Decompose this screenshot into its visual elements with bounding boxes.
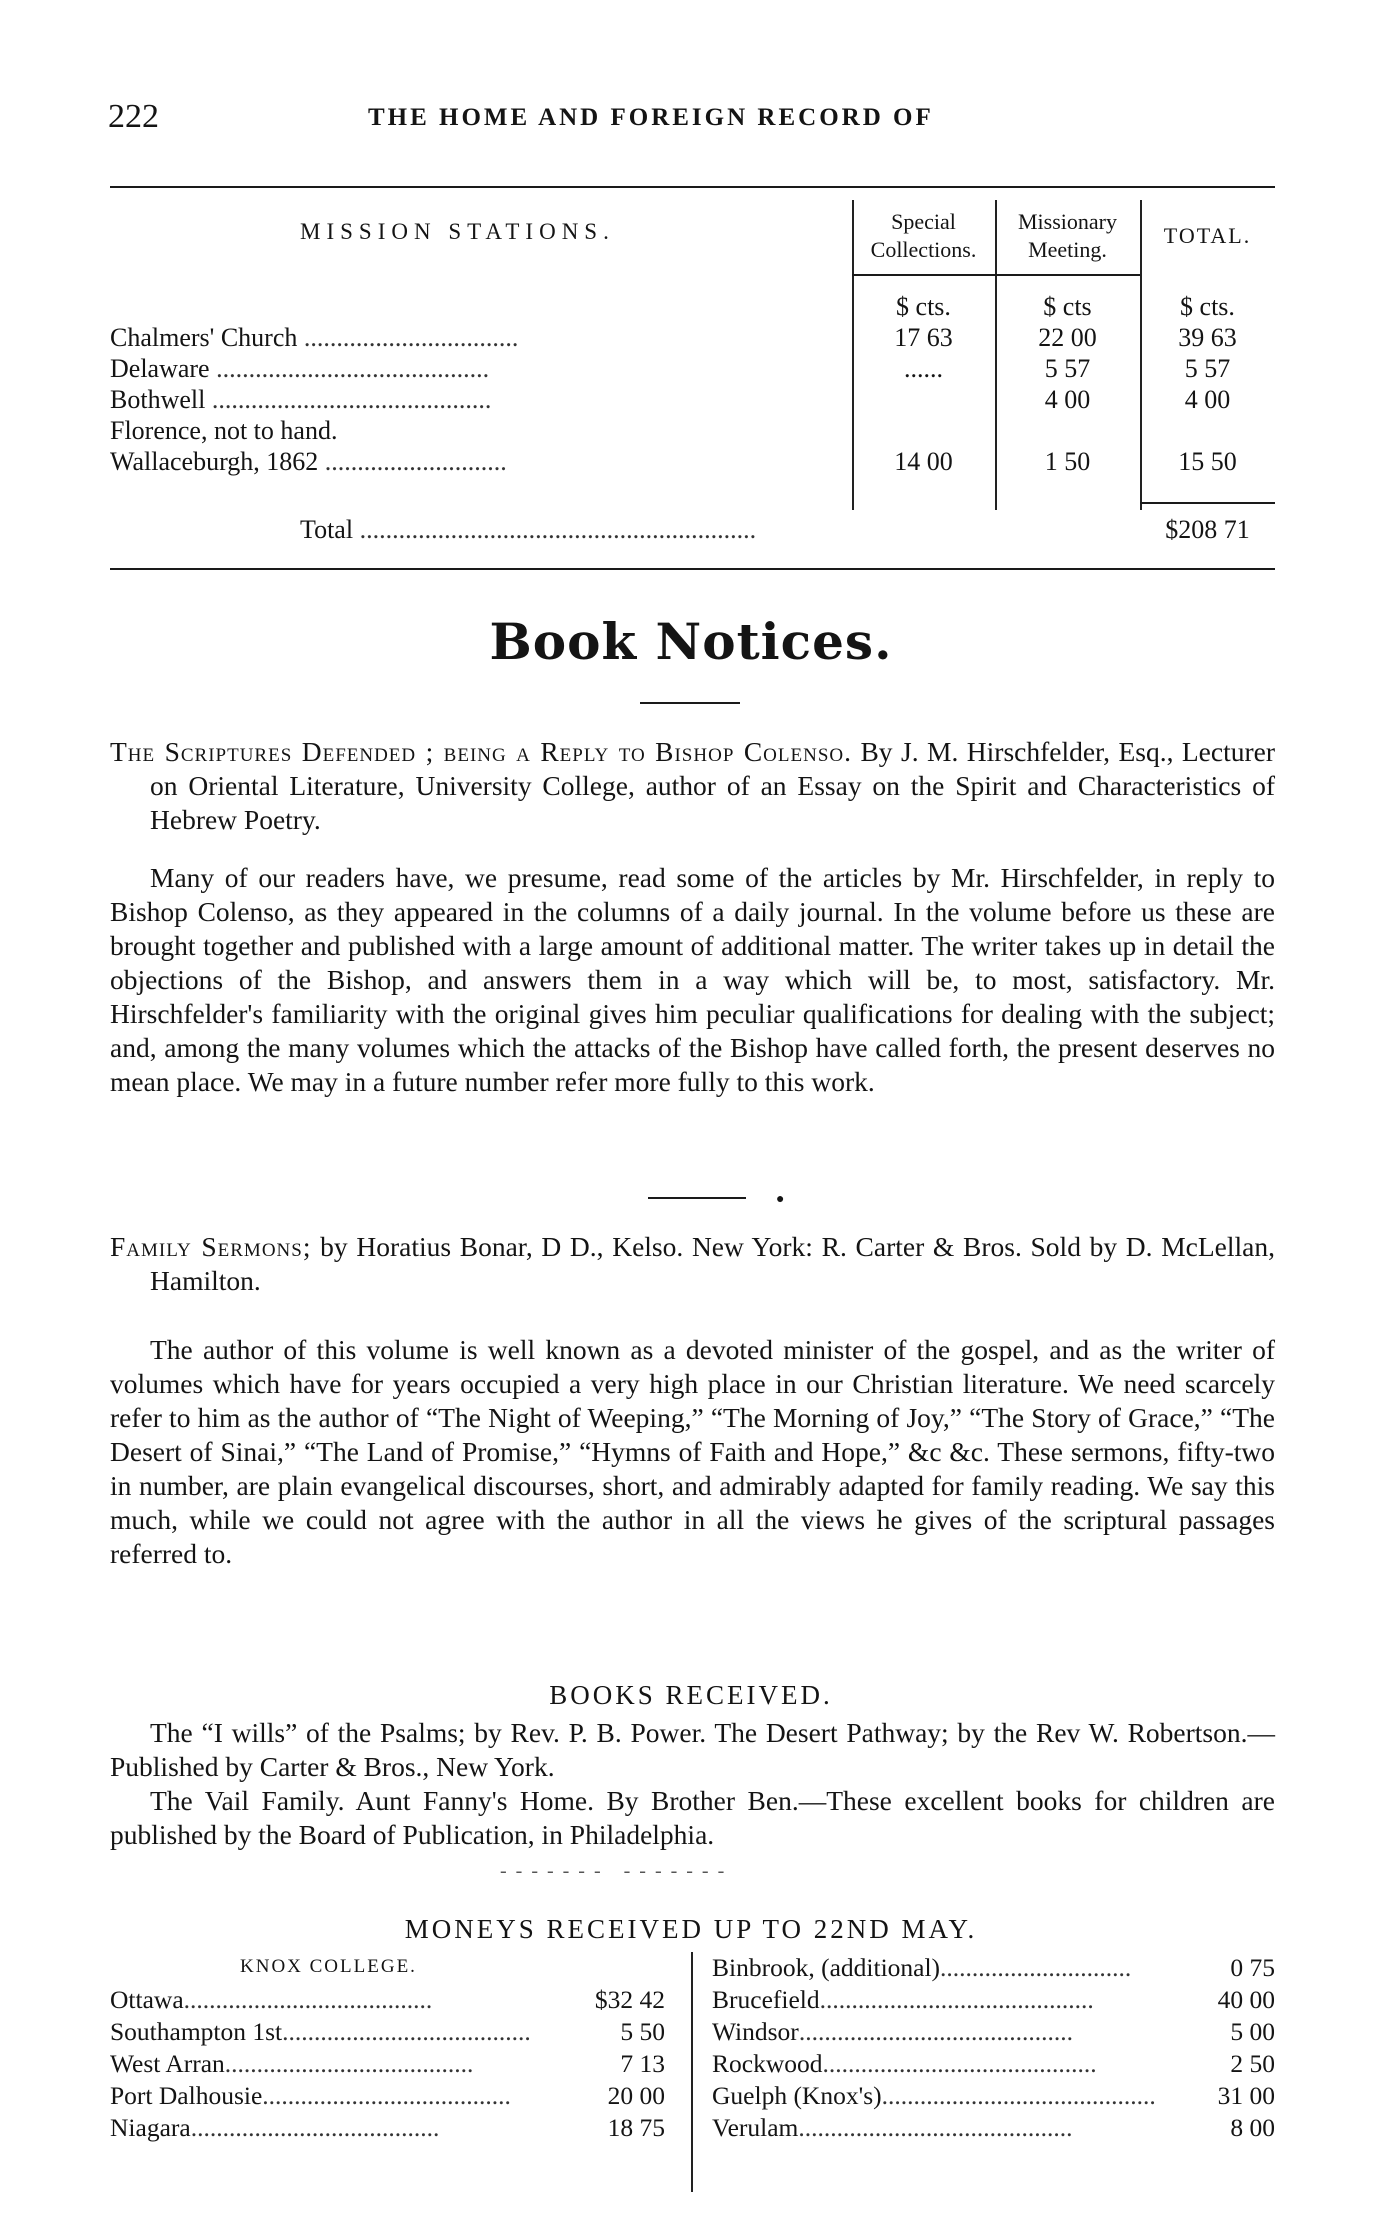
list-item: Binbrook, (additional) .............................. 0 75 [712,1953,1275,1982]
payer-name: Southampton 1st [110,2017,283,2046]
cell-total: 39 63 [1178,323,1237,352]
list-item: Brucefield ........................................... 40 00 [712,1985,1275,2014]
unit-meeting: $ cts [1043,292,1092,321]
amount: 2 50 [1230,2049,1275,2078]
cell-special: ...... [904,354,943,383]
amount: 5 00 [1230,2017,1275,2046]
station-name: Chalmers' Church [110,323,298,352]
moneys-heading: MONEYS RECEIVED UP TO 22ND MAY. [404,1914,978,1944]
books-received-line2: The Vail Family. Aunt Fanny's Home. By Brother Ben.—These excellent books for children are published by the Board of Publication, in Philadelphia. [110,1785,1275,1850]
col-header-meeting-line1: Missionary [1018,209,1117,234]
notice-1-title: The Scriptures Defended ; being a Reply to Bishop Colenso. [110,736,852,767]
amount: 8 00 [1230,2113,1275,2142]
moneys-left-column [110,1984,665,2144]
notice-1-byline: By J. M. Hirschfelder, Esq., Lecturer on Oriental Literature, University College, author of an Essay on the Spirit and Characteristics of Hebrew Poetry. [150,736,1276,835]
unit-special: $ cts. [896,292,951,321]
cell-meeting: 4 00 [1044,385,1091,414]
list-item: Port Dalhousie ....................................... 20 00 [110,2081,665,2110]
amount: 7 13 [620,2049,665,2078]
notice-2-byline: by Horatius Bonar, D D., Kelso. New York: R. Carter & Bros. Sold by D. McLellan, Hamilton. [150,1231,1275,1296]
payer-name: Brucefield [712,1985,820,2014]
moneys-right-column [712,1952,1275,2144]
table-bottom-rule [110,568,1275,570]
col-header-special [852,208,995,264]
list-item: Verulam ........................................... 8 00 [712,2113,1275,2142]
table-top-rule [110,186,1275,188]
col-header-special-line1: Special [891,209,956,234]
section-title: Book Notices. [489,612,893,671]
running-title: THE HOME AND FOREIGN RECORD OF [368,104,934,131]
list-item: Niagara ....................................... 18 75 [110,2113,665,2142]
col-header-special-line2: Collections. [870,237,977,262]
col-header-meeting [995,208,1140,264]
list-item: Windsor ........................................... 5 00 [712,2017,1275,2046]
title-rule [640,702,740,704]
list-item: Rockwood ........................................... 2 50 [712,2049,1275,2078]
moneys-col-divider [691,1952,693,2192]
notice-2-title: Family Sermons; [110,1231,312,1262]
table-row: Wallaceburgh, 1862 ............................ [110,447,507,476]
amount: 0 75 [1230,1953,1275,1982]
cell-meeting: 22 00 [1038,323,1097,352]
cell-total: 4 00 [1184,385,1231,414]
total-row: Total ............................................................. [300,515,757,544]
amount: 20 00 [607,2081,665,2110]
total-overline [1140,502,1275,504]
amount: 40 00 [1217,1985,1275,2014]
payer-name: West Arran [110,2049,225,2078]
amount: 5 50 [620,2017,665,2046]
table-row: Chalmers' Church ................................. [110,323,519,352]
divider-mark: ● [776,1192,785,1207]
payer-name: Niagara [110,2113,191,2142]
cell-meeting: 5 57 [1044,354,1091,383]
list-item: Southampton 1st ....................................... 5 50 [110,2017,665,2046]
notice-1-body: Many of our readers have, we presume, read some of the articles by Mr. Hirschfelder, in reply to Bishop Colenso, as they appeared in the columns of a daily journal. In the volume before us these are brought together and published with a large amount of additional matter. The writer takes up in detail the objections of the Bishop, and answers them in a way which will be, to most, satisfactory. Mr. Hirschfelder's familiarity with the original gives him peculiar qualifications for dealing with the subject; and, among the many volumes which the attacks of the Bishop have called forth, the present deserves no mean place. We may in a future number refer more fully to this work. [110,862,1275,1097]
knox-college-heading: KNOX COLLEGE. [240,1956,417,1977]
books-received-heading: BOOKS RECEIVED. [549,1680,833,1710]
table-row: Delaware .......................................... [110,354,490,383]
ornamental-divider: - - - - - - - - - - - - - - [500,1860,727,1882]
station-name: Delaware [110,354,210,383]
payer-name: Guelph (Knox's) [712,2081,882,2110]
amount: 18 75 [607,2113,665,2142]
table-row: Bothwell ........................................... [110,385,492,414]
table-row: Florence, not to hand. [110,416,338,445]
grand-total: $208 71 [1165,515,1250,544]
cell-meeting: 1 50 [1044,447,1091,476]
cell-special: 17 63 [894,323,953,352]
header-underline [852,274,1140,276]
payer-name: Windsor [712,2017,799,2046]
cell-total: 15 50 [1178,447,1237,476]
total-label: Total [300,515,354,544]
divider-rule [648,1197,746,1199]
cell-total: 5 57 [1184,354,1231,383]
payer-name: Rockwood [712,2049,823,2078]
payer-name: Verulam [712,2113,799,2142]
amount: 31 00 [1217,2081,1275,2110]
col-header-stations: MISSION STATIONS. [300,219,615,244]
col-header-total: TOTAL. [1163,223,1252,248]
station-name: Bothwell [110,385,206,414]
amount: $32 42 [594,1985,665,2014]
notice-2-heading [110,1230,1275,1298]
payer-name: Port Dalhousie [110,2081,263,2110]
notice-2-body: The author of this volume is well known as a devoted minister of the gospel, and as the writer of volumes which have for years occupied a very high place in our Christian literature. We need scarcely refer to him as the author of “The Night of Weeping,” “The Morning of Joy,” “The Story of Grace,” “The Desert of Sinai,” “The Land of Promise,” “Hymns of Faith and Hope,” &c &c. These sermons, fifty-two in number, are plain evangelical discourses, short, and admirably adapted for family reading. We say this much, while we could not agree with the author in all the views he gives of the scriptural passages referred to. [110,1334,1275,1569]
station-name: Wallaceburgh, 1862 [110,447,319,476]
notice-1-heading [110,735,1275,837]
list-item: West Arran ....................................... 7 13 [110,2049,665,2078]
list-item: Guelph (Knox's) ........................................... 31 00 [712,2081,1275,2110]
payer-name: Ottawa [110,1985,184,2014]
payer-name: Binbrook, (additional) [712,1953,941,1982]
col-header-meeting-line2: Meeting. [1028,237,1107,262]
cell-special: 14 00 [894,447,953,476]
list-item: Ottawa ....................................... $32 42 [110,1985,665,2014]
books-received-line1: The “I wills” of the Psalms; by Rev. P. B. Power. The Desert Pathway; by the Rev W. Robertson.—Published by Carter & Bros., New York. [110,1717,1275,1782]
page-number: 222 [108,98,159,135]
unit-total: $ cts. [1180,292,1235,321]
